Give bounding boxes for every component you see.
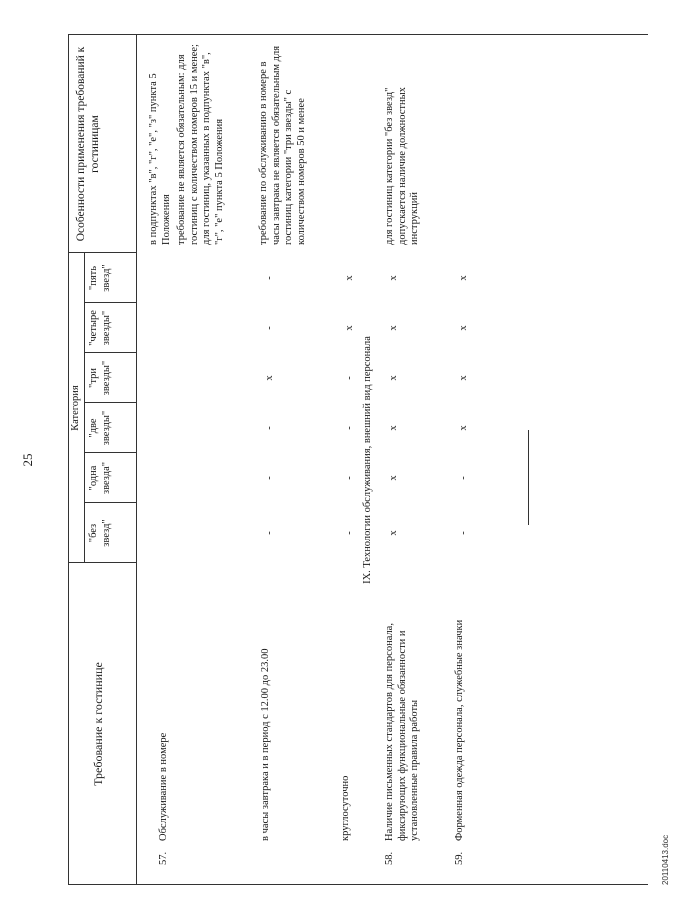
row-59-mark-3: x	[458, 375, 469, 381]
row-59-mark-1: -	[458, 476, 469, 480]
header-cat-3: "три звезды"	[88, 360, 112, 396]
row-59-mark-0: -	[458, 531, 469, 535]
row-58-features: для гостиниц категории "без звезд" допускается наличие должностных инструкций	[384, 87, 420, 245]
header-cat-2: "две звезды"	[88, 410, 112, 446]
row-58-mark-3: x	[388, 375, 399, 381]
table-right-border	[68, 34, 648, 35]
header-features: Особенности применения требований к гостиницам	[75, 46, 101, 242]
row-58-requirement: Наличие письменных стандартов для персонала, фиксирующих функциональные обязанности и установленные правила работы	[384, 623, 420, 841]
row-59-requirement: Форменная одежда персонала, служебные значки	[454, 619, 465, 841]
row-57b-mark-3: -	[344, 376, 355, 380]
row-58-number: 58.	[384, 851, 395, 865]
category-divider	[84, 253, 85, 563]
row-57-number: 57.	[158, 851, 169, 865]
row-57-requirement: Обслуживание в номере	[158, 732, 169, 841]
footer-filename: 20110413.doc	[661, 834, 670, 885]
row-58-mark-0: x	[388, 530, 399, 536]
row-57a-mark-3: x	[264, 375, 275, 381]
header-cat-0: "без звезд"	[88, 519, 112, 547]
section-title: IX. Технологии обслуживания, внешний вид персонала	[362, 336, 373, 584]
row-57-features: требование не является обязательным: для гостиниц с количеством номеров 15 и менее; для гостиниц, указанных в подпунктах "в", "г", "е" пункта 5 Положения	[176, 44, 225, 245]
table-top-border	[68, 35, 69, 885]
row-57a-mark-2: -	[264, 426, 275, 430]
table-left-border	[68, 884, 648, 885]
row-57b-mark-0: -	[344, 531, 355, 535]
row-59-mark-5: x	[458, 275, 469, 281]
row-57a-mark-0: -	[264, 531, 275, 535]
row-57a-mark-4: -	[264, 326, 275, 330]
row-57b-requirement: круглосуточно	[340, 775, 351, 841]
row-57a-mark-1: -	[264, 476, 275, 480]
header-cat-1: "одна звезда"	[88, 461, 112, 495]
row-57b-mark-1: -	[344, 476, 355, 480]
row-57a-mark-5: -	[264, 276, 275, 280]
row-57a-requirement: в часы завтрака и в период с 12.00 до 23.00	[260, 648, 271, 841]
header-cat-5: "пять звезд"	[88, 264, 112, 292]
page-number: 25	[20, 453, 35, 467]
rotated-table	[20, 35, 670, 885]
row-57b-mark-4: x	[344, 325, 355, 331]
row-59-mark-2: x	[458, 425, 469, 431]
row-58-mark-5: x	[388, 275, 399, 281]
row-58-mark-1: x	[388, 475, 399, 481]
header-category: Категория	[70, 385, 81, 431]
row-59-mark-4: x	[458, 325, 469, 331]
continuation-note: в подпунктах "в", "г", "е", "з" пункта 5 Положения	[148, 73, 172, 245]
row-58-mark-4: x	[388, 325, 399, 331]
row-58-mark-2: x	[388, 425, 399, 431]
closing-rule	[528, 430, 529, 525]
header-requirement: Требование к гостинице	[91, 662, 105, 786]
row-57a-features: требование по обслуживанию в номере в часы завтрака не является обязательным для гостиниц категории "три звезды" с количеством номеров 50 и менее	[258, 45, 307, 245]
row-57b-mark-5: x	[344, 275, 355, 281]
row-57b-mark-2: -	[344, 426, 355, 430]
header-bottom-border	[136, 35, 137, 885]
header-cat-4: "четыре звезды"	[88, 310, 112, 346]
row-59-number: 59.	[454, 851, 465, 865]
